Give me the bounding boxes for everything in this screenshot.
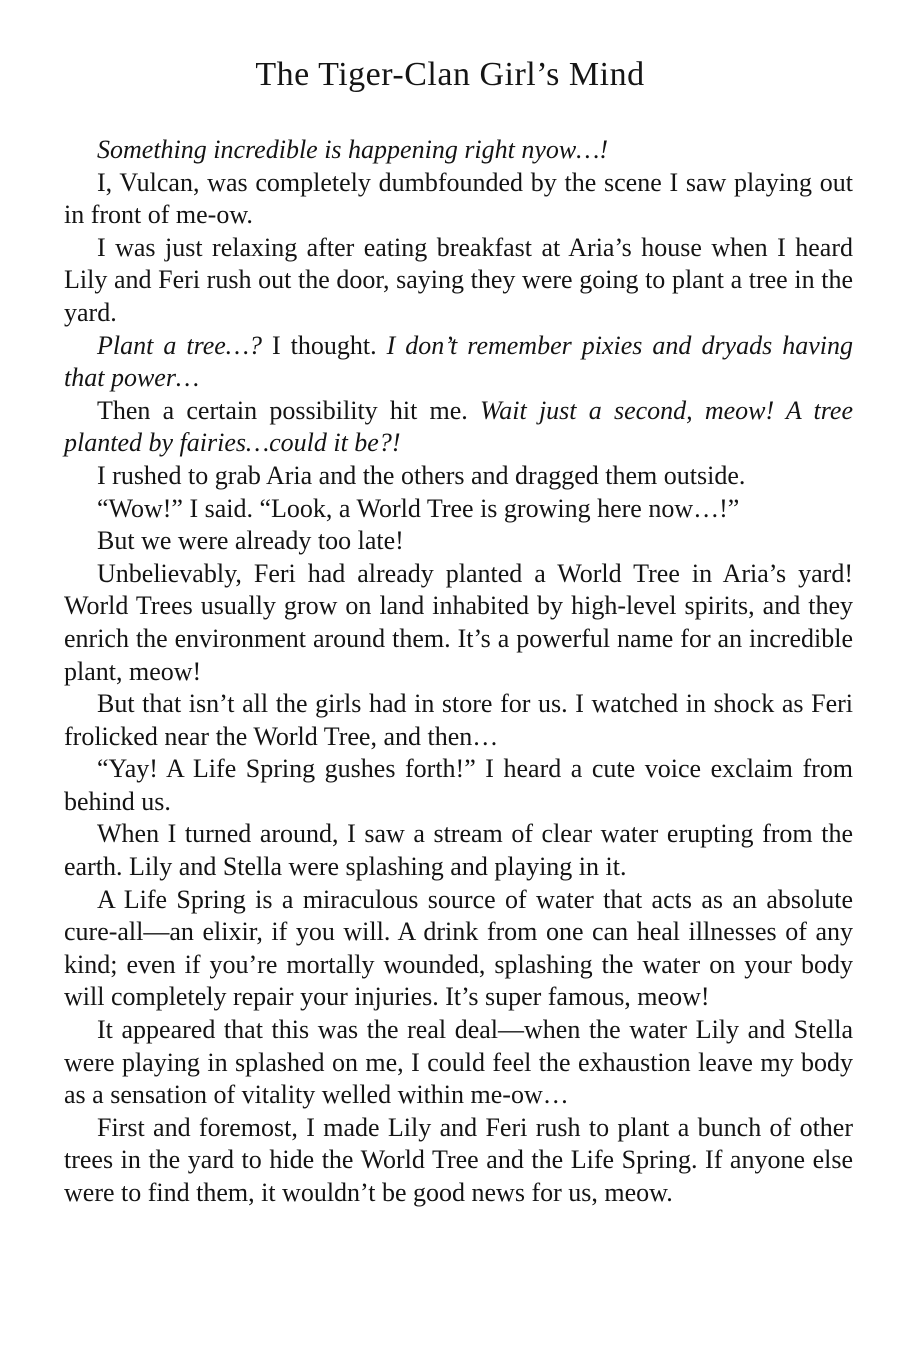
paragraph bbox=[64, 330, 853, 395]
italic-text-run: Plant a tree…? bbox=[97, 330, 272, 360]
paragraph bbox=[64, 1014, 853, 1112]
italic-text-run: I don’t remember pixies and dryads having that power… bbox=[64, 330, 853, 393]
text-run: I, Vulcan, was completely dumbfounded by the scene I saw playing out in front of me-ow. bbox=[64, 167, 853, 230]
text-run: “Wow!” I said. “Look, a World Tree is growing here now…!” bbox=[97, 493, 740, 523]
chapter-title: The Tiger-Clan Girl’s Mind bbox=[255, 56, 645, 93]
text-run: “Yay! A Life Spring gushes forth!” I heard a cute voice exclaim from behind us. bbox=[64, 754, 853, 816]
text-run: I was just relaxing after eating breakfast at Aria’s house when I heard Lily and Feri rush out the door, saying they were going to plant a tree in the yard. bbox=[64, 232, 853, 327]
text-run: It appeared that this was the real deal—when the water Lily and Stella were playing in splashed on me, I could feel the exhaustion leave my body as a sensation of vitality welled within me-ow… bbox=[64, 1015, 853, 1110]
paragraph bbox=[64, 395, 853, 460]
text-run: But that isn’t all the girls had in store for us. I watched in shock as Feri frolicked near the World Tree, and then… bbox=[64, 689, 853, 751]
paragraph bbox=[64, 753, 853, 818]
paragraph bbox=[64, 493, 853, 526]
page-body bbox=[0, 134, 900, 1210]
paragraph bbox=[64, 884, 853, 1014]
paragraph bbox=[64, 1112, 853, 1210]
text-run: I thought. bbox=[271, 330, 387, 360]
text-run: First and foremost, I made Lily and Feri rush to plant a bunch of other trees in the yard to hide the World Tree and the Life Spring. If anyone else were to find them, it wouldn’t be good news for us, meow. bbox=[64, 1112, 853, 1207]
text-run: A Life Spring is a miraculous source of water that acts as an absolute cure-all—an elixir, if you will. A drink from one can heal illnesses of any kind; even if you’re mortally wounded, splashing the water on your body will completely repair your injuries. It’s super famous, meow! bbox=[64, 884, 853, 1012]
text-run: Then a certain possibility hit me. bbox=[97, 395, 481, 425]
paragraph bbox=[64, 134, 853, 167]
paragraph bbox=[64, 232, 853, 330]
italic-text-run: Something incredible is happening right nyow…! bbox=[97, 135, 609, 164]
paragraph bbox=[64, 558, 853, 688]
paragraph bbox=[64, 818, 853, 883]
text-run: Unbelievably, Feri had already planted a World Tree in Aria’s yard! World Trees usually grow on land inhabited by high-level spirits, and they enrich the environment around them. It’s a powerful name for an incredible plant, meow! bbox=[64, 558, 853, 686]
paragraph bbox=[64, 688, 853, 753]
paragraph bbox=[64, 460, 853, 493]
paragraph bbox=[64, 525, 853, 558]
italic-text-run: Wait just a second, meow! A tree planted by fairies…could it be?! bbox=[64, 395, 853, 458]
text-run: When I turned around, I saw a stream of clear water erupting from the earth. Lily and Stella were splashing and playing in it. bbox=[64, 819, 853, 882]
text-run: I rushed to grab Aria and the others and dragged them outside. bbox=[97, 460, 746, 490]
text-run: But we were already too late! bbox=[97, 526, 404, 556]
paragraph bbox=[64, 167, 853, 232]
